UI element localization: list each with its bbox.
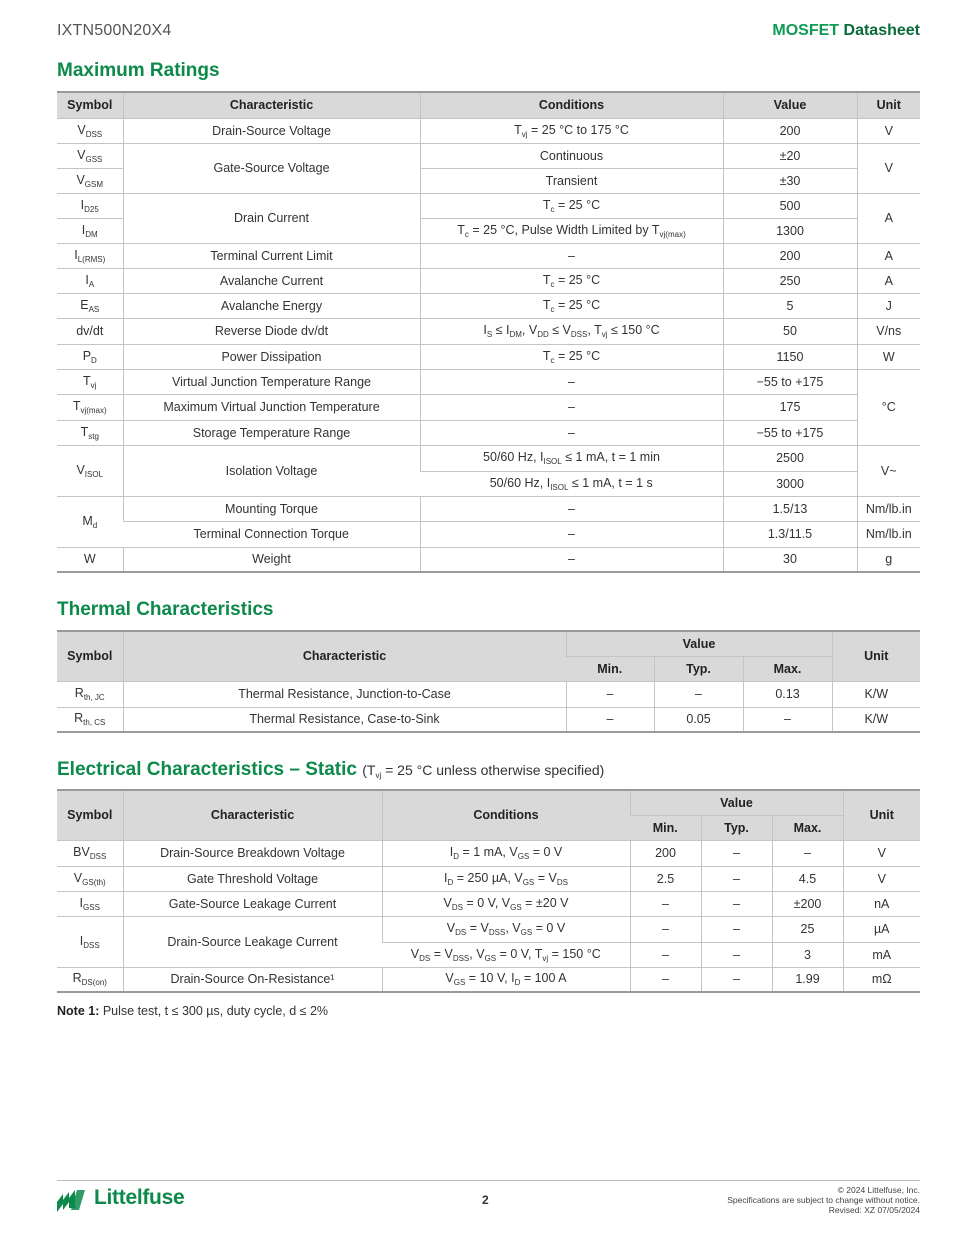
thermal-title: Thermal Characteristics	[57, 599, 274, 620]
col-characteristic: Characteristic	[123, 92, 420, 118]
doc-prefix: MOSFET	[772, 22, 840, 39]
col-min: Min.	[630, 815, 701, 840]
col-symbol: Symbol	[57, 92, 123, 118]
spec-notice: Specifications are subject to change without notice.	[727, 1195, 920, 1205]
table-header-row	[57, 790, 920, 815]
table-row: $I_{GSS}$ Gate-Source Leakage Current $V_{DS} = 0$ V, $V_{GS} = \pm 20$ V – – ±200 nA	[57, 891, 920, 916]
col-typ: Typ.	[701, 815, 772, 840]
table-row: W Weight – 30 g	[57, 547, 920, 572]
table-header-row	[57, 92, 920, 118]
table-row: $T_{vj}$ Virtual Junction Temperature Range – −55 to +175 °C	[57, 369, 920, 394]
max-ratings-table	[57, 91, 920, 573]
table-row: $T_{stg}$ Storage Temperature Range – −55 to +175	[57, 420, 920, 445]
col-max: Max.	[743, 656, 832, 681]
doc-type: Datasheet	[843, 22, 920, 39]
table-row: $M_d$ Mounting Torque – 1.5/13 Nm/lb.in	[57, 496, 920, 521]
col-symbol: Symbol	[57, 631, 123, 681]
table-row: $R_{th, JC}$ Thermal Resistance, Junction-to-Case – – 0.13 K/W	[57, 681, 920, 707]
footnote	[57, 1004, 328, 1018]
table-row: $V_{DS} = V_{DSS}$, $V_{GS} = 0$ V, $T_{vj} = 150$ °C – – 3 mA	[57, 942, 920, 967]
table-row: dv/dt Reverse Diode dv/dt $I_S \le I_{DM}$, $V_{DD} \le V_{DSS}$, $T_{vj} \le 150$ °C 50 V/ns	[57, 318, 920, 344]
col-value: Value	[630, 790, 843, 815]
footnote-label: Note 1:	[57, 1004, 100, 1018]
table-header-row	[57, 631, 920, 656]
page-number: 2	[482, 1193, 489, 1207]
document-type	[772, 22, 920, 40]
max-ratings-title: Maximum Ratings	[57, 60, 220, 81]
littelfuse-logo-icon	[57, 1186, 89, 1214]
brand-name: Littelfuse	[94, 1186, 185, 1209]
table-row: $I_{D25}$ Drain Current $T_c = 25$ °C 500 A	[57, 193, 920, 218]
thermal-body	[57, 681, 920, 732]
table-row: 50/60 Hz, $I_{ISOL} \le 1$ mA, t = 1 s 3000	[57, 471, 920, 496]
thermal-table	[57, 630, 920, 733]
table-row: $R_{DS(on)}$ Drain-Source On-Resistance¹ $V_{GS} = 10$ V, $I_D = 100$ A – – 1.99 mΩ	[57, 967, 920, 992]
col-conditions: Conditions	[420, 92, 723, 118]
table-row: $I_{DM}$ $T_c = 25$ °C, Pulse Width Limited by $T_{vj(max)}$ 1300	[57, 218, 920, 243]
table-row: $E_{AS}$ Avalanche Energy $T_c = 25$ °C 5 J	[57, 293, 920, 318]
col-unit: Unit	[857, 92, 920, 118]
revision: Revised: XZ 07/05/2024	[828, 1205, 920, 1215]
electrical-title	[57, 759, 604, 781]
table-row: Terminal Connection Torque – 1.3/11.5 Nm/lb.in	[57, 521, 920, 547]
electrical-subtitle: ($T_{vj} = 25$ °C unless otherwise specified)	[362, 762, 605, 780]
footer-divider	[57, 1180, 920, 1181]
table-row: $P_D$ Power Dissipation $T_c = 25$ °C 1150 W	[57, 344, 920, 369]
electrical-table	[57, 789, 920, 993]
col-symbol: Symbol	[57, 790, 123, 840]
table-row: $T_{vj(max)}$ Maximum Virtual Junction Temperature – 175	[57, 394, 920, 420]
table-row: $V_{GSM}$ Transient ±30	[57, 168, 920, 193]
table-row: $I_{L(RMS)}$ Terminal Current Limit – 200 A	[57, 243, 920, 268]
electrical-body	[57, 840, 920, 992]
col-max: Max.	[772, 815, 843, 840]
col-characteristic: Characteristic	[123, 631, 566, 681]
table-row: $R_{th, CS}$ Thermal Resistance, Case-to-Sink – 0.05 – K/W	[57, 707, 920, 732]
col-unit: Unit	[843, 790, 920, 840]
table-row: $V_{DSS}$ Drain-Source Voltage $T_{vj} = 25$ °C to 175 °C 200 V	[57, 118, 920, 143]
max-ratings-body	[57, 118, 920, 572]
page-header	[57, 22, 920, 44]
col-characteristic: Characteristic	[123, 790, 382, 840]
table-row: $V_{GS(th)}$ Gate Threshold Voltage $I_D = 250$ µA, $V_{GS} = V_{DS}$ 2.5 – 4.5 V	[57, 866, 920, 891]
table-row: $BV_{DSS}$ Drain-Source Breakdown Voltage $I_D = 1$ mA, $V_{GS} = 0$ V 200 – – V	[57, 840, 920, 866]
table-row: $V_{ISOL}$ Isolation Voltage 50/60 Hz, $I_{ISOL} \le 1$ mA, t = 1 min 2500 V~	[57, 445, 920, 471]
col-min: Min.	[566, 656, 654, 681]
table-row: $V_{GSS}$ Gate-Source Voltage Continuous ±20 V	[57, 143, 920, 168]
part-number: IXTN500N20X4	[57, 22, 172, 39]
footnote-text: Pulse test, t ≤ 300 µs, duty cycle, d ≤ 2%	[99, 1004, 329, 1018]
col-conditions: Conditions	[382, 790, 630, 840]
table-row: $I_{DSS}$ Drain-Source Leakage Current $V_{DS} = V_{DSS}$, $V_{GS} = 0$ V – – 25 µA	[57, 916, 920, 942]
col-value: Value	[566, 631, 832, 656]
col-value: Value	[723, 92, 857, 118]
table-row: $I_A$ Avalanche Current $T_c = 25$ °C 250 A	[57, 268, 920, 293]
copyright: © 2024 Littelfuse, Inc.	[837, 1185, 920, 1195]
electrical-title-text: Electrical Characteristics – Static	[57, 759, 357, 780]
copyright-block	[727, 1185, 920, 1215]
col-unit: Unit	[832, 631, 920, 681]
col-typ: Typ.	[654, 656, 743, 681]
